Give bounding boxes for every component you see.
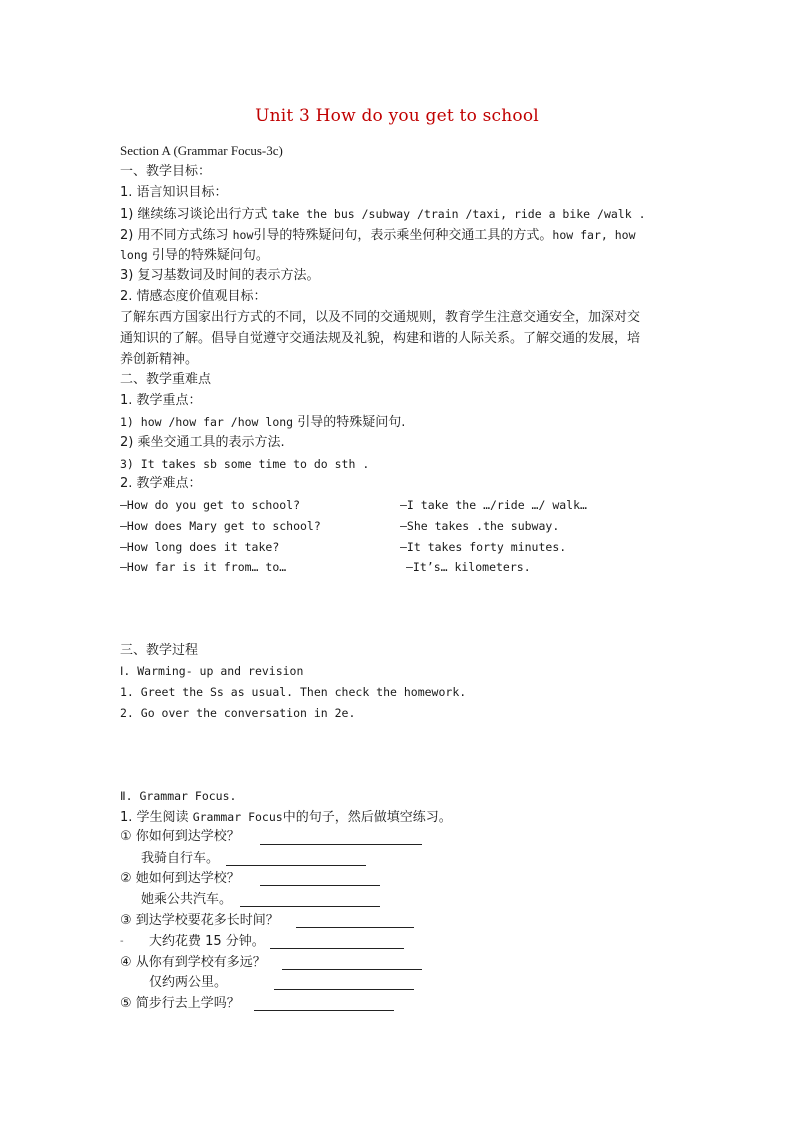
answer-blank[interactable] bbox=[226, 864, 366, 866]
warmup-step-2: 2. Go over the conversation in 2e. bbox=[120, 706, 356, 720]
exercise-question bbox=[120, 829, 240, 845]
answer-blank[interactable] bbox=[282, 968, 422, 970]
exercise-question-text: 简步行去上学吗？ bbox=[135, 996, 240, 1011]
objectives-heading: 一、教学目标： bbox=[120, 164, 212, 179]
dialog-question: —How do you get to school? bbox=[120, 498, 301, 512]
exercise-answer: 大约花费 15 分钟。 bbox=[149, 934, 265, 949]
focus-item-1-zh: 引导的特殊疑问句. bbox=[297, 415, 406, 430]
emotion-line-2: 通知识的了解。倡导自觉遵守交通法规及礼貌，构建和谐的人际关系。了解交通的发展，培 bbox=[120, 331, 641, 346]
warmup-step-1: 1. Greet the Ss as usual. Then check the homework. bbox=[120, 685, 467, 699]
grammar-intro-en: Grammar Focus bbox=[192, 810, 283, 824]
dialog-answer: —She takes .the subway. bbox=[400, 519, 560, 533]
focus-item-3: 3) It takes sb some time to do sth . bbox=[120, 457, 370, 471]
objective-item-2-line-1 bbox=[120, 227, 636, 244]
objective-item-2-en: how bbox=[232, 228, 254, 242]
focus-item-2: 2) 乘坐交通工具的表示方法. bbox=[120, 435, 285, 450]
exercise-answer: 她乘公共汽车。 bbox=[141, 892, 233, 907]
section-label: Section A (Grammar Focus-3c) bbox=[120, 143, 283, 158]
objective-item-3: 3) 复习基数词及时间的表示方法。 bbox=[120, 268, 320, 283]
dialog-question: —How long does it take? bbox=[120, 540, 280, 554]
objective-item-1-zh: 1) 继续练习谈论出行方式 bbox=[120, 207, 268, 222]
exercise-question-text: 从你有到学校有多远？ bbox=[135, 955, 266, 970]
emotion-heading: 2. 情感态度价值观目标： bbox=[120, 289, 267, 304]
focus-heading: 1. 教学重点： bbox=[120, 393, 202, 408]
knowledge-heading: 1. 语言知识目标： bbox=[120, 185, 228, 200]
warmup-heading: Ⅰ. Warming- up and revision bbox=[120, 664, 304, 678]
grammar-intro-zh2: 中的句子，然后做填空练习。 bbox=[282, 810, 452, 825]
exercise-number: ① bbox=[120, 829, 132, 844]
difficulty-heading: 2. 教学难点： bbox=[120, 476, 202, 491]
dialog-answer: —It’s… kilometers. bbox=[406, 560, 531, 574]
exercise-number: ⑤ bbox=[120, 996, 132, 1011]
objective-item-2-line-2-zh: 引导的特殊疑问句。 bbox=[151, 248, 269, 263]
exercise-question-text: 到达学校要花多长时间？ bbox=[135, 913, 279, 928]
dialog-answer: —It takes forty minutes. bbox=[400, 540, 567, 554]
exercise-question bbox=[120, 913, 279, 929]
focus-item-1-en: 1) how /how far /how long bbox=[120, 415, 294, 429]
emotion-line-1: 了解东西方国家出行方式的不同，以及不同的交通规则，教育学生注意交通安全，加深对交 bbox=[120, 310, 641, 325]
grammar-intro bbox=[120, 809, 452, 826]
exercise-answer: 我骑自行车。 bbox=[141, 851, 220, 866]
exercise-question bbox=[120, 955, 266, 971]
objective-item-2-line-2-en: long bbox=[120, 248, 148, 262]
dialog-question: —How does Mary get to school? bbox=[120, 519, 321, 533]
focus-item-1 bbox=[120, 414, 405, 431]
grammar-intro-zh: 1. 学生阅读 bbox=[120, 810, 189, 825]
exercise-number: ② bbox=[120, 871, 132, 886]
answer-blank[interactable] bbox=[260, 843, 422, 845]
key-points-heading: 二、教学重难点 bbox=[120, 372, 212, 387]
objective-item-1-en: take the bus /subway /train /taxi, ride a bike /walk . bbox=[271, 207, 646, 221]
answer-blank[interactable] bbox=[254, 1009, 394, 1011]
dialog-answer: —I take the …/ride …/ walk… bbox=[400, 498, 587, 512]
objective-item-1 bbox=[120, 206, 646, 223]
answer-blank[interactable] bbox=[240, 905, 380, 907]
answer-blank[interactable] bbox=[274, 988, 414, 990]
exercise-number: ③ bbox=[120, 913, 132, 928]
exercise-question-text: 她如何到达学校？ bbox=[135, 871, 240, 886]
answer-blank[interactable] bbox=[296, 926, 414, 928]
grammar-heading: Ⅱ. Grammar Focus. bbox=[120, 789, 237, 803]
objective-item-2-line-2 bbox=[120, 247, 269, 264]
objective-item-2-zh: 2) 用不同方式练习 bbox=[120, 228, 229, 243]
exercise-question bbox=[120, 871, 240, 887]
exercise-question bbox=[120, 996, 240, 1012]
process-heading: 三、教学过程 bbox=[120, 643, 199, 658]
exercise-answer: 仅约两公里。 bbox=[149, 975, 228, 990]
document-title: Unit 3 How do you get to school bbox=[255, 106, 539, 126]
answer-blank[interactable] bbox=[260, 884, 380, 886]
answer-blank[interactable] bbox=[270, 947, 404, 949]
exercise-question-text: 你如何到达学校？ bbox=[135, 829, 240, 844]
objective-item-2-en2: how far, how bbox=[552, 228, 636, 242]
exercise-number: ④ bbox=[120, 955, 132, 970]
stray-dash: - bbox=[120, 936, 124, 947]
objective-item-2-zh2: 引导的特殊疑问句，表示乘坐何种交通工具的方式。 bbox=[253, 228, 553, 243]
emotion-line-3: 养创新精神。 bbox=[120, 352, 199, 367]
dialog-question: —How far is it from… to… bbox=[120, 560, 287, 574]
